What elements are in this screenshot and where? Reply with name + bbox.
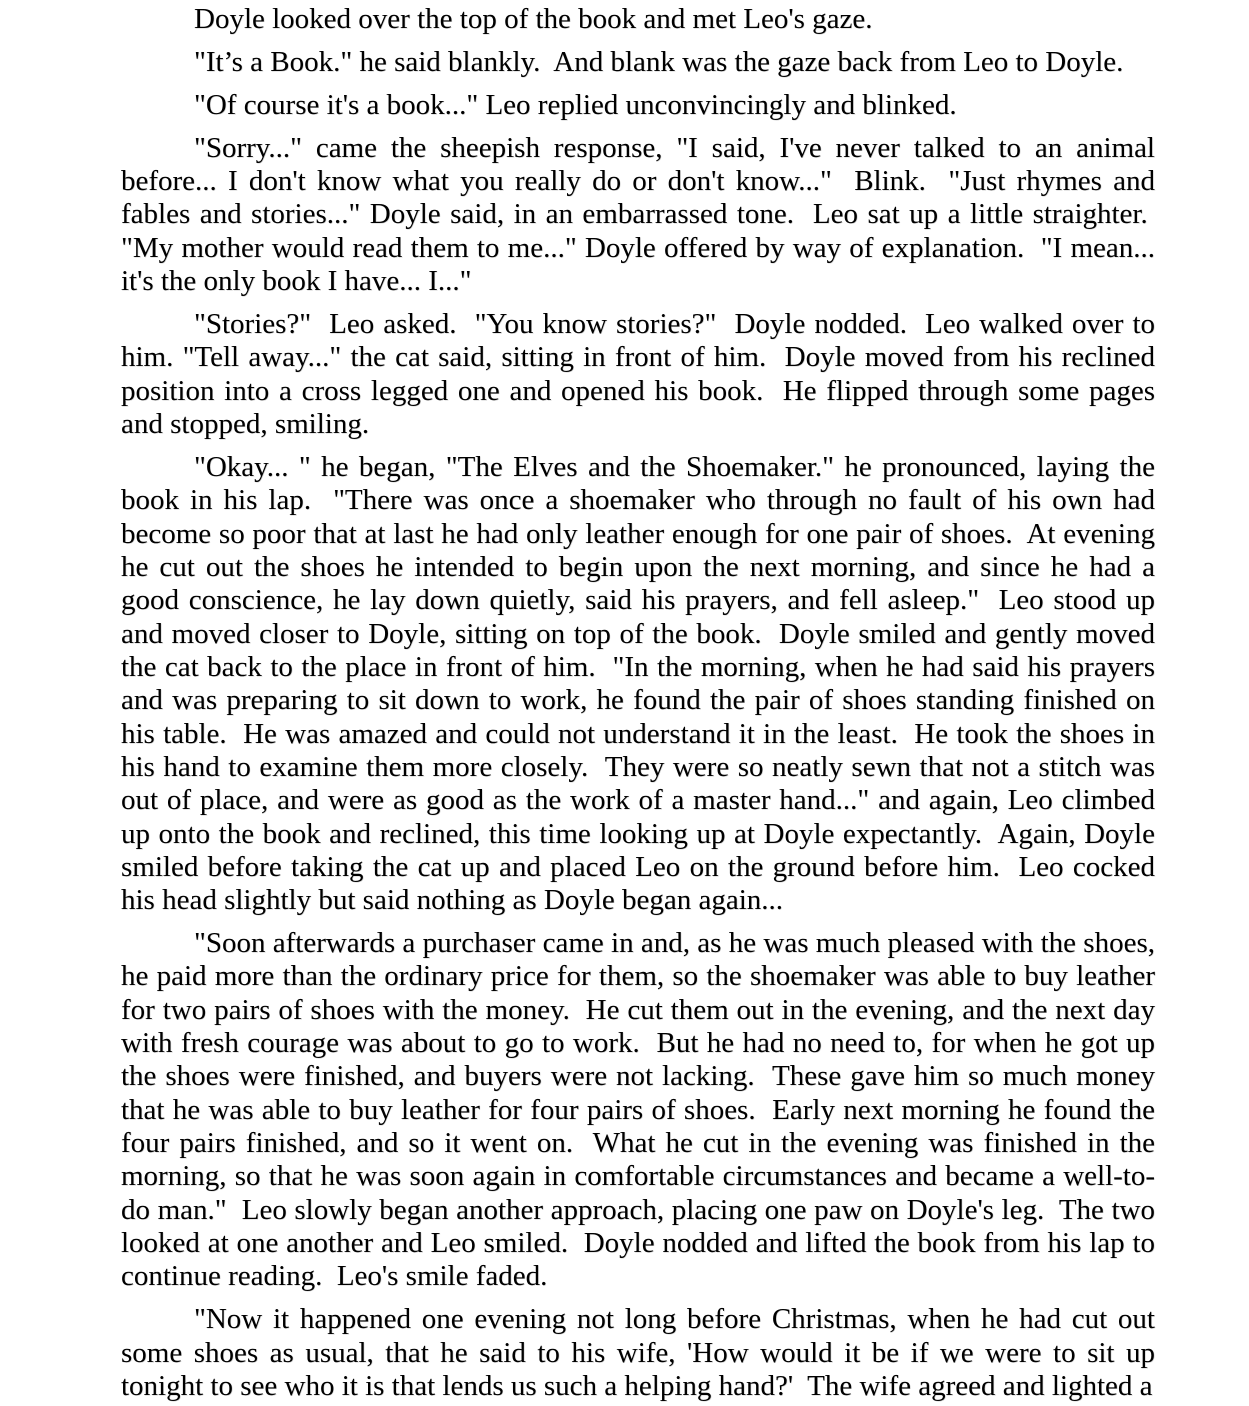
story-paragraph-1: Doyle looked over the top of the book and met Leo's gaze. [194, 3, 873, 35]
story-paragraph-7: "Soon afterwards a purchaser came in and, as he was much pleased with the shoes, he paid more than the ordinary price for them, so the shoemaker was able to buy leather for two pairs of shoes with the money. He cut them out in the evening, and the next day with fresh courage was about to go to work. But he had no need to, for when he got up the shoes were finished, and buyers were not lacking. These gave him so much money that he was able to buy leather for four pairs of shoes. Early next morning he found the four pairs finished, and so it went on. What he cut in the evening was finished in the morning, so that he was soon again in comfortable circumstances and became a well-to-do man." Leo slowly began another approach, placing one paw on Doyle's leg. The two looked at one another and Leo smiled. Doyle nodded and lifted the book from his lap to continue reading. Leo's smile faded. [121, 927, 1155, 1293]
story-paragraph-2: "It’s a Book." he said blankly. And blank was the gaze back from Leo to Doyle. [194, 45, 1124, 78]
story-paragraph-8: "Now it happened one evening not long before Christmas, when he had cut out some shoes as usual, that he said to his wife, 'How would it be if we were to sit up tonight to see who it is that lends us such a helping hand?' The wife agreed and lighted a [121, 1303, 1155, 1402]
story-paragraph-3: "Of course it's a book..." Leo replied unconvincingly and blinked. [194, 88, 957, 121]
story-paragraph-5: "Stories?" Leo asked. "You know stories?" Doyle nodded. Leo walked over to him. "Tell away..." the cat said, sitting in front of him. Doyle moved from his reclined position into a cross legged one and opened his book. He flipped through some pages and stopped, smiling. [121, 308, 1155, 440]
story-paragraph-6: "Okay... " he began, "The Elves and the Shoemaker." he pronounced, laying the book in his lap. "There was once a shoemaker who through no fault of his own had become so poor that at last he had only leather enough for one pair of shoes. At evening he cut out the shoes he intended to begin upon the next morning, and since he had a good conscience, he lay down quietly, said his prayers, and fell asleep." Leo stood up and moved closer to Doyle, sitting on top of the book. Doyle smiled and gently moved the cat back to the place in front of him. "In the morning, when he had said his prayers and was preparing to sit down to work, he found the pair of shoes standing finished on his table. He was amazed and could not understand it in the least. He took the shoes in his hand to examine them more closely. They were so neatly sewn that not a stitch was out of place, and were as good as the work of a master hand..." and again, Leo climbed up onto the book and reclined, this time looking up at Doyle expectantly. Again, Doyle smiled before taking the cat up and placed Leo on the ground before him. Leo cocked his head slightly but said nothing as Doyle began again... [121, 450, 1155, 917]
story-paragraph-4: "Sorry..." came the sheepish response, "I said, I've never talked to an animal before... I don't know what you really do or don't know..." Blink. "Just rhymes and fables and stories..." Doyle said, in an embarrassed tone. Leo sat up a little straighter. "My mother would read them to me..." Doyle offered by way of explanation. "I mean... it's the only book I have... I..." [121, 131, 1155, 298]
